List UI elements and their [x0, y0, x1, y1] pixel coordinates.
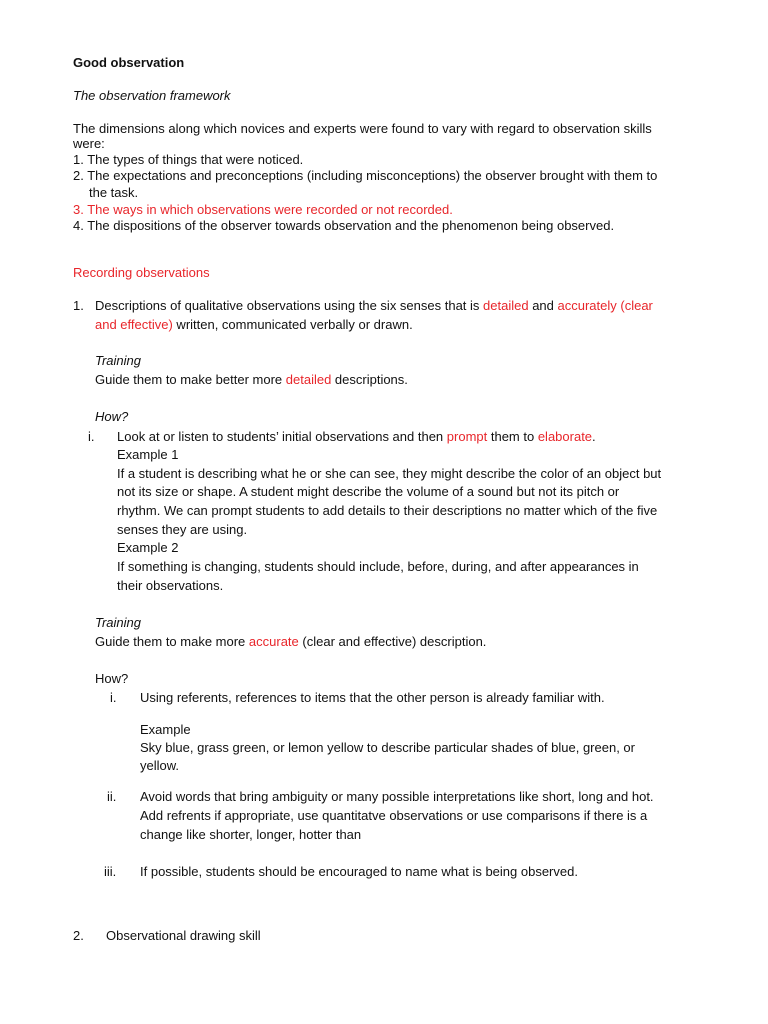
training-2-example-label: Example — [140, 722, 191, 737]
highlight-clear-effective: and effective) — [95, 317, 173, 332]
highlight-prompt: prompt — [446, 429, 488, 444]
framework-item-4: 4. The dispositions of the observer towards observation and the phenomenon being observed. — [73, 218, 615, 233]
training-2-ii-line1: Avoid words that bring ambiguity or many possible interpretations like short, long and hot. — [140, 789, 654, 804]
framework-item-3: 3. The ways in which observations were recorded or not recorded. — [73, 202, 453, 217]
highlight-elaborate: elaborate — [537, 429, 593, 444]
highlight-detailed: detailed — [483, 298, 529, 313]
training-1-how: How? — [95, 409, 129, 424]
training-1-i-text: Look at or listen to students’ initial observations and then prompt them to elaborate. — [117, 429, 596, 444]
framework-heading: The observation framework — [73, 88, 231, 103]
page-title: Good observation — [73, 55, 185, 70]
example-2-label: Example 2 — [117, 540, 179, 555]
framework-item-1: 1. The types of things that were noticed. — [73, 152, 304, 167]
training-1-label: Training — [95, 353, 142, 368]
training-2-ii-line3: change like shorter, longer, hotter than — [140, 827, 362, 842]
point-1-number: 1. — [73, 298, 84, 313]
training-2-example-line2: yellow. — [140, 758, 180, 773]
highlight-accurate: accurate — [248, 634, 299, 649]
framework-item-2-line2: the task. — [89, 185, 139, 200]
training-2-how: How? — [95, 671, 129, 686]
training-1-i-number: i. — [88, 429, 95, 444]
training-2-line: Guide them to make more accurate (clear and effective) description. — [95, 634, 487, 649]
highlight-accurately: accurately (clear — [557, 298, 653, 313]
example-1-line4: senses they are using. — [117, 522, 248, 537]
training-2-label: Training — [95, 615, 142, 630]
recording-heading: Recording observations — [73, 265, 210, 280]
highlight-detailed-2: detailed — [285, 372, 332, 387]
point-1-line1: Descriptions of qualitative observations using the six senses that is detailed and accurately (clear — [95, 298, 653, 313]
example-1-line1: If a student is describing what he or she can see, they might describe the color of an object but — [117, 466, 662, 481]
training-2-example-line1: Sky blue, grass green, or lemon yellow to describe particular shades of blue, green, or — [140, 740, 635, 755]
example-1-label: Example 1 — [117, 447, 179, 462]
example-1-line2: not its size or shape. A student might describe the volume of a sound but not its pitch or — [117, 484, 620, 499]
framework-intro-line2: were: — [73, 136, 105, 151]
framework-intro-line1: The dimensions along which novices and experts were found to vary with regard to observation skills — [73, 121, 652, 136]
point-1-line2: and effective) written, communicated verbally or drawn. — [95, 317, 413, 332]
training-2-ii-line2: Add refrents if appropriate, use quantitatve observations or use comparisons if there is a — [140, 808, 648, 823]
example-1-line3: rhythm. We can prompt students to add details to their descriptions no matter which of the five — [117, 503, 658, 518]
framework-item-2-line1: 2. The expectations and preconceptions (including misconceptions) the observer brought with them to — [73, 168, 658, 183]
point-2-number: 2. — [73, 928, 84, 943]
training-2-i-number: i. — [110, 690, 117, 705]
example-2-line1: If something is changing, students should include, before, during, and after appearances in — [117, 559, 639, 574]
point-2-text: Observational drawing skill — [106, 928, 261, 943]
training-1-line: Guide them to make better more detailed descriptions. — [95, 372, 408, 387]
training-2-iii-number: iii. — [104, 864, 117, 879]
example-2-line2: their observations. — [117, 578, 224, 593]
training-2-ii-number: ii. — [107, 789, 117, 804]
training-2-i-text: Using referents, references to items that the other person is already familiar with. — [140, 690, 605, 705]
training-2-iii-text: If possible, students should be encouraged to name what is being observed. — [140, 864, 578, 879]
